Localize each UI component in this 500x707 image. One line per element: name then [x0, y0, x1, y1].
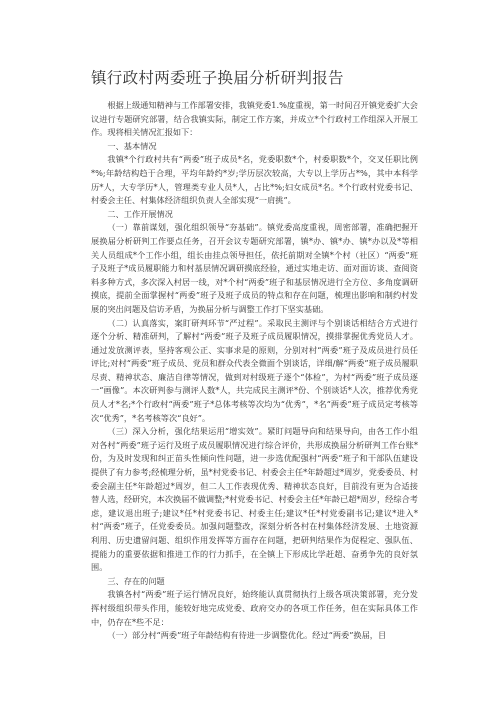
problems-paragraph-1: （一）部分村“两委”班子年龄结构有待进一步调整优化。经过“两委”换届，目	[107, 630, 387, 641]
basic-info-paragraph: 我镇*个行政村共有“两委”班子成员*名，党委职数*个，村委职数*个，交叉任职比例*%;年龄结构趋于合理，平均年龄约*岁;学历层次较高，大专以上学历占*%，其中本科学历*人，大专学历*人，管理类专业人员*人，占比*%;妇女成员*名。*个行政村党委书记、村委会主任、村集体经济组织负责人全部实现“一肩挑”。	[91, 154, 418, 206]
problems-paragraph: 我镇各村“两委”班子运行情况良好，始终能认真贯彻执行上级各项决策部署，充分发挥村级组织带头作用，能较好地完成党委、政府交办的各项工作任务，但在实际具体工作中，仍存在*些不足：	[91, 589, 418, 627]
document-title: 镇行政村两委班子换届分析研判报告	[91, 69, 344, 87]
work-paragraph-3: （三）深入分析，强化结果运用“增实效”。紧盯问题导向和结果导向，由各工作小组对各村“两委”班子运行及班子成员履职情况进行综合评价，共形成换届分析研判工作台账*份，为及时发现和纠正苗头性倾向性问题，进一步选优配强村“两委”班子和干部队伍建设提供了有力参考;经梳理分析，虽*村党委书记、村委会主任*年龄超过*周岁，党委委员、村委会副主任*年龄超过*周岁，但二人工作表现优秀、精神状态良好，目前没有更为合适接替人选，经研究，本次换届不做调整;*村党委书记、村委会主任*年龄已超*周岁，经综合考虑，建议退出班子;建议*任*村党委书记、村委主任;建议*任*村党委副书记;建议*进入*村“两委”班子，任党委委员。加强问题整改，深刻分析各村在村集体经济发展、土地资源利用、历史遗留问题、组织作用发挥等方面存在问题，把研判结果作为促程定、强队伍、提能力的重要依据和推进工作的行力抓手，在全镇上下形成比学赶超、奋勇争先的良好氛围。	[91, 426, 418, 573]
work-paragraph-1: （一）靠前谋划，强化组织领导“夯基础”。镇党委高度重视，周密部署，准确把握开展换届分析研判工作要点任务，召开会议专题研究部署，镇*办、镇*办、镇*办以及*等相关人员组成*个工作小组，组长由挂点领导担任，依托前期对全镇*个村（社区）“两委”班子及班子*成员履职能力和村基层情况调研摸底经验，通过实地走访、面对面访谈、查阅资料多种方式，多次深入村居一线，对*个村“两委”班子和基层情况进行全方位、多角度调研摸底，提前全面掌握村“两委”班子及班子成员的特点和存在问题，梳理出影响和制约村发展的突出问题及信访矛盾，为换届分析与调整工作打下坚实基础。	[91, 222, 418, 314]
document-body	[91, 99, 418, 643]
work-paragraph-2: （二）认真落实，案盯研判环节“严过程”。采取民主测评与个别谈话相结合方式进行逐个分析、精准研判，了解村“两委”班子及班子成员履职情况，摸排掌握优秀党员人才。通过发放测评表，坚持客观公正、实事求是的原则，分别对村“两委”班子及成员进行员任评比;对村“两委”班子成员、党员和群众代表全微面个别谈话，详细/解“两委”班子成员履职尽责、精神状态、廉洁自律等情况，做到对村级班子逐个“体检”，为村“两委”班子成员逐一“画像”。本次研判参与测评人数*人，共完成民主测评*份、个别谈话*人次，推荐优秀党员人才*名;*个行政村“两委”班子*总体考核等次均为“优秀”，*名“两委”班子成员定考核等次“优秀”，*名考核等次“良好”。	[91, 317, 418, 423]
section-heading-problems: 三、存在的问题	[107, 575, 165, 586]
section-heading-work: 二、工作开展情况	[107, 208, 173, 219]
intro-paragraph: 根据上级通知精神与工作部署安排，我镇党委1.%度重视，第一时间召开镇党委扩大会议进行专题研究部署，结合我镇实际，制定工作方案，并成立*个行政村工作组深入开展工作。现将相关情况汇报如下：	[91, 100, 418, 138]
section-heading-basic: 一、基本情况	[107, 140, 157, 151]
